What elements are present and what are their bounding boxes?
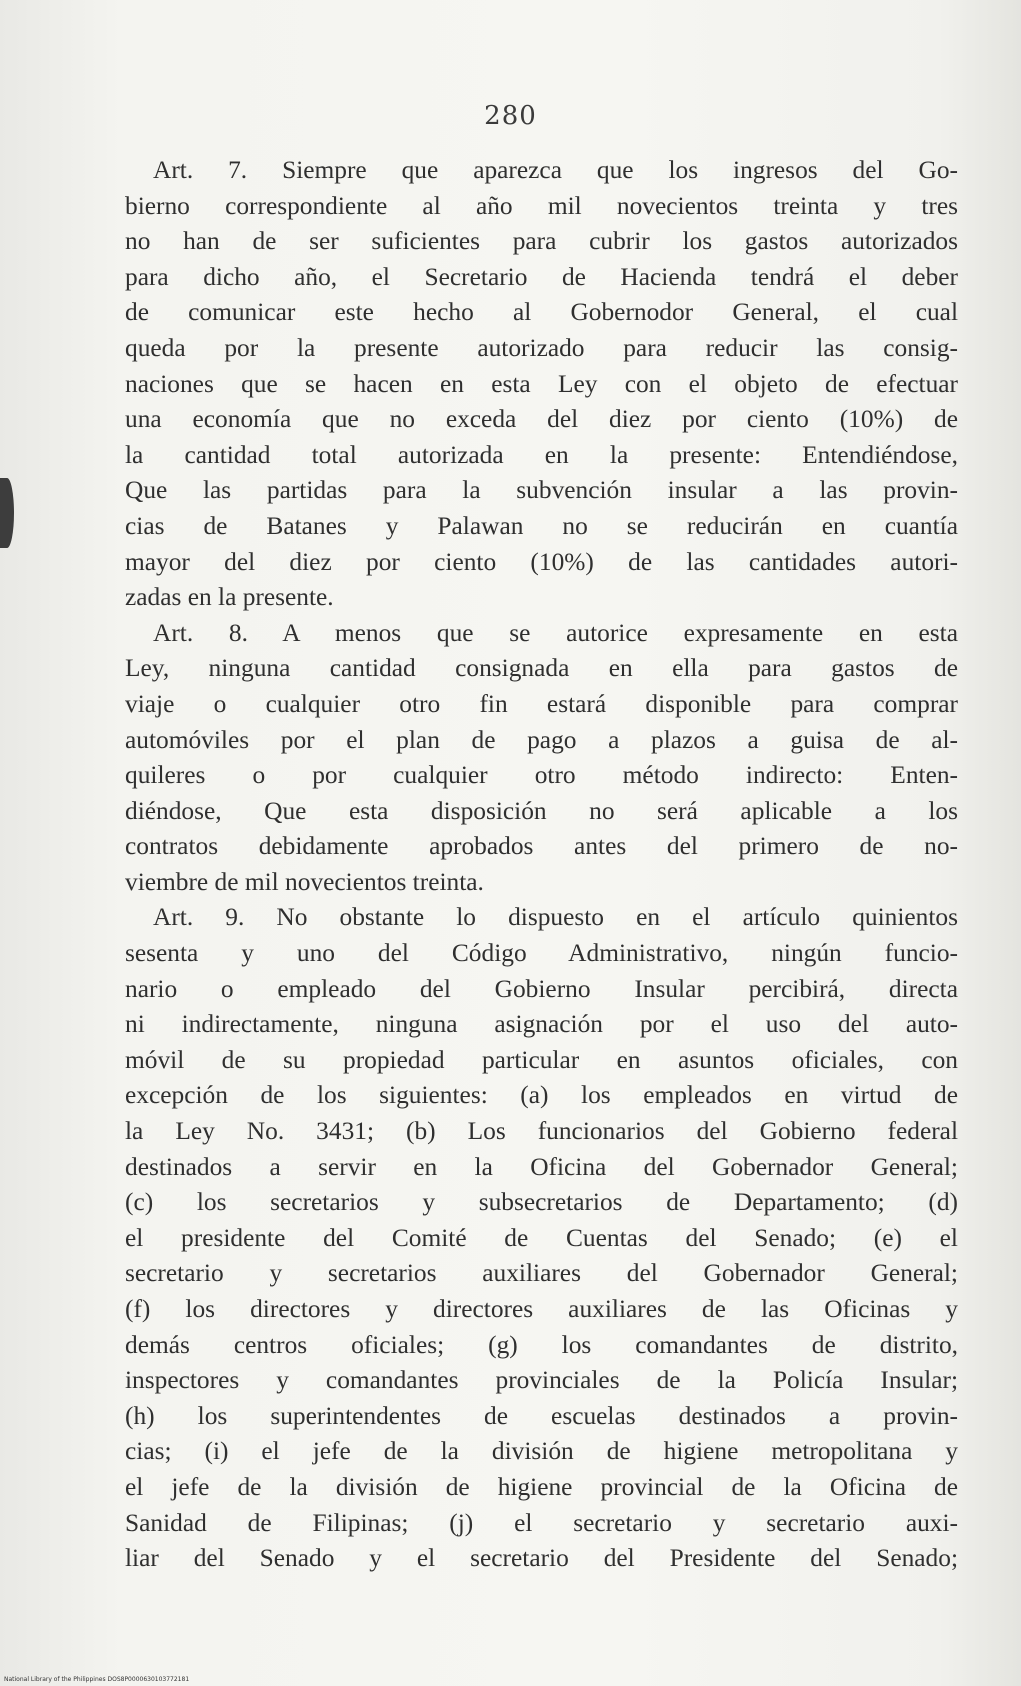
text-line: (h) los superintendentes de escuelas destinados a provin- (125, 1401, 958, 1430)
text-line: mayor del diez por ciento (10%) de las cantidades autori- (125, 547, 958, 576)
page-number: 280 (484, 101, 537, 131)
text-line: el presidente del Comité de Cuentas del Senado; (e) el (125, 1223, 958, 1252)
body-text (125, 153, 958, 1577)
text-line: inspectores y comandantes provinciales de la Policía Insular; (125, 1366, 958, 1395)
text-line: una economía que no exceda del diez por ciento (10%) de (125, 405, 958, 434)
text-line: Art. 7. Siempre que aparezca que los ingresos del Go- (153, 156, 958, 184)
text-line: cias; (i) el jefe de la división de higiene metropolitana y (125, 1437, 958, 1466)
text-line: Que las partidas para la subvención insular a las provin- (125, 476, 958, 505)
text-line: Art. 9. No obstante lo dispuesto en el artículo quinientos (153, 903, 958, 932)
text-line: la cantidad total autorizada en la presente: Entendiéndose, (125, 440, 958, 469)
text-line: sesenta y uno del Código Administrativo, ningún funcio- (125, 939, 958, 968)
text-line: secretario y secretarios auxiliares del Gobernador General; (125, 1259, 958, 1288)
text-line: cias de Batanes y Palawan no se reducirán en cuantía (125, 511, 958, 540)
text-line: zadas en la presente. (125, 583, 334, 612)
text-line: Art. 8. A menos que se autorice expresamente en esta (153, 618, 958, 647)
text-line: no han de ser suficientes para cubrir los gastos autorizados (125, 227, 958, 256)
text-line: automóviles por el plan de pago a plazos a guisa de al- (125, 725, 958, 754)
text-line: contratos debidamente aprobados antes del primero de no- (125, 832, 958, 861)
text-line: demás centros oficiales; (g) los comandantes de distrito, (125, 1330, 958, 1359)
text-line: de comunicar este hecho al Gobernodor General, el cual (125, 298, 958, 327)
text-line: naciones que se hacen en esta Ley con el objeto de efectuar (125, 369, 958, 398)
text-line: ni indirectamente, ninguna asignación por el uso del auto- (125, 1010, 958, 1039)
text-line: el jefe de la división de higiene provincial de la Oficina de (125, 1472, 958, 1501)
text-line: destinados a servir en la Oficina del Gobernador General; (125, 1152, 958, 1181)
text-line: (c) los secretarios y subsecretarios de Departamento; (d) (125, 1188, 958, 1217)
text-line: viembre de mil novecientos treinta. (125, 867, 484, 896)
text-line: (f) los directores y directores auxiliares de las Oficinas y (125, 1295, 958, 1323)
scan-footer: National Library of the Philippines DOS8P0000630103772181 (4, 1676, 190, 1683)
text-line: la Ley No. 3431; (b) Los funcionarios del Gobierno federal (125, 1117, 958, 1146)
text-line: queda por la presente autorizado para reducir las consig- (125, 333, 958, 362)
scan-edge-mark (0, 478, 14, 548)
text-line: móvil de su propiedad particular en asuntos oficiales, con (125, 1045, 958, 1074)
text-line: Sanidad de Filipinas; (j) el secretario y secretario auxi- (125, 1508, 958, 1537)
text-line: excepción de los siguientes: (a) los empleados en virtud de (125, 1081, 958, 1110)
text-line: nario o empleado del Gobierno Insular percibirá, directa (125, 974, 958, 1003)
text-line: diéndose, Que esta disposición no será aplicable a los (125, 796, 958, 825)
text-line: para dicho año, el Secretario de Hacienda tendrá el deber (125, 262, 958, 291)
text-line: Ley, ninguna cantidad consignada en ella para gastos de (125, 654, 958, 683)
text-line: bierno correspondiente al año mil novecientos treinta y tres (125, 191, 958, 220)
text-line: liar del Senado y el secretario del Presidente del Senado; (125, 1544, 958, 1573)
text-line: quileres o por cualquier otro método indirecto: Enten- (125, 761, 958, 790)
text-line: viaje o cualquier otro fin estará disponible para comprar (125, 689, 958, 718)
